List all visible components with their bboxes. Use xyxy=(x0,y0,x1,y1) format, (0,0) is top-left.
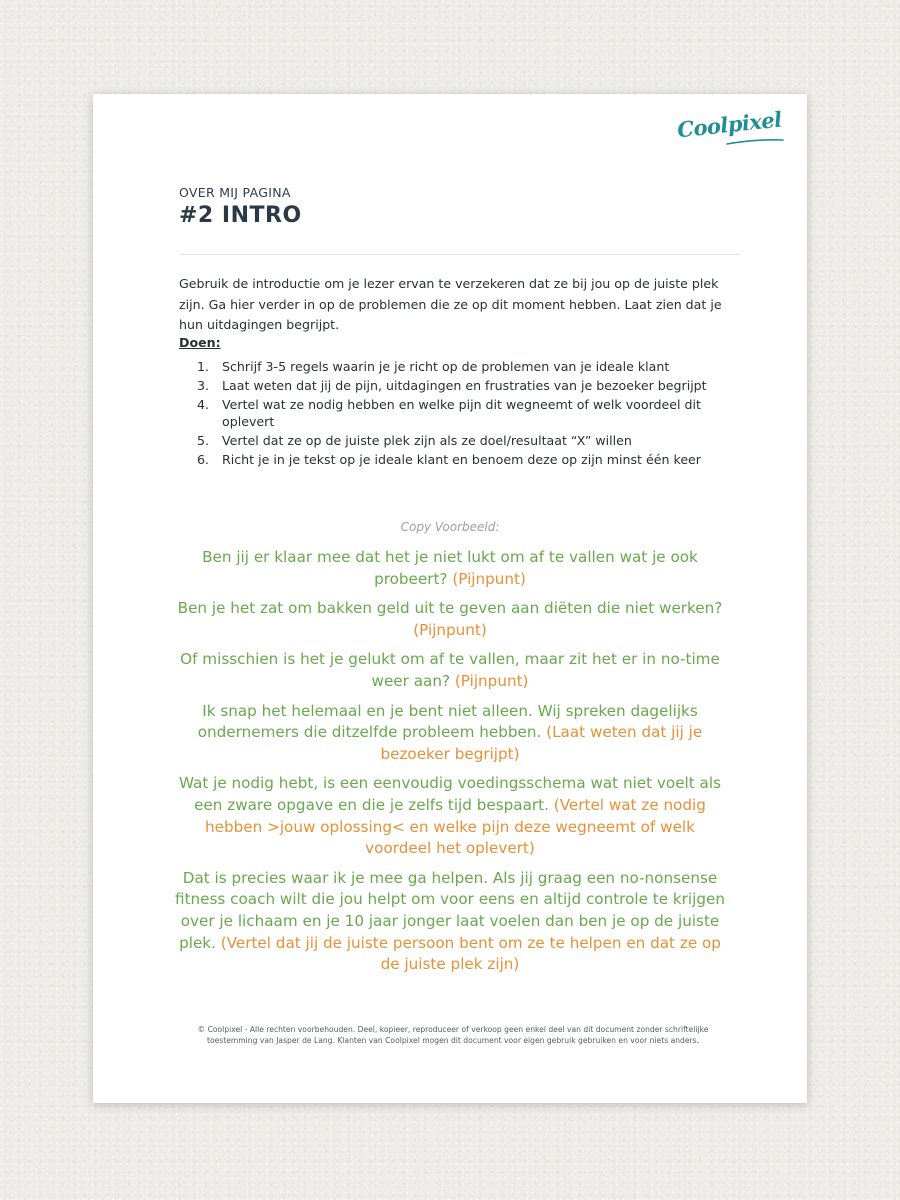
example-paragraph xyxy=(173,547,727,590)
example-note: (Vertel dat jij de juiste persoon bent om ze te helpen en dat ze op de juiste plek zijn) xyxy=(220,933,721,974)
steps-list xyxy=(197,358,737,470)
list-item xyxy=(197,358,737,376)
page-title: #2 INTRO xyxy=(179,203,302,228)
list-item-number: 5. xyxy=(197,433,210,449)
coolpixel-logo: Coolpixel xyxy=(676,106,784,143)
example-paragraph xyxy=(173,868,727,976)
copyright-footer: © Coolpixel - Alle rechten voorbehouden. Deel, kopieer, reproduceer of verkoop geen enkel deel van dit document zonder schriftelijke toestemming van Jasper de Lang. Klanten van Coolpixel mogen dit document voor eigen gebruik gebruiken en voor niets anders. xyxy=(197,1025,709,1045)
example-note: (Vertel wat ze nodig hebben >jouw oplossing< en welke pijn deze wegneemt of welk voordeel het oplevert) xyxy=(205,795,706,858)
list-item xyxy=(197,451,737,469)
logo-swash-icon xyxy=(725,138,785,146)
list-item-number: 4. xyxy=(197,396,210,412)
example-label: Copy Voorbeeld: xyxy=(400,520,500,534)
example-copy: Of misschien is het je gelukt om af te vallen, maar zit het er in no-time weer aan? xyxy=(180,650,720,690)
example-note: (Pijnpunt) xyxy=(413,620,487,639)
list-item-text: Vertel dat ze op de juiste plek zijn als ze doel/resultaat “X” willen xyxy=(222,433,632,449)
list-item xyxy=(197,432,737,450)
example-note: (Pijnpunt) xyxy=(452,569,526,588)
example-copy: Dat is precies waar ik je mee ga helpen. Als jij graag een no-nonsense fitness coach wilt die jou helpt om voor eens en altijd controle te krijgen over je lichaam en je 10 jaar jonger laat voelen dan ben je op de juiste plek. xyxy=(175,868,725,952)
example-note: (Pijnpunt) xyxy=(454,671,529,690)
list-item-text: Vertel wat ze nodig hebben en welke pijn dit wegneemt of welk voordeel dit oplevert xyxy=(222,396,701,430)
list-item-text: Schrijf 3-5 regels waarin je je richt op de problemen van je ideale klant xyxy=(222,359,670,374)
example-copy: Ben je het zat om bakken geld uit te geven aan diëten die niet werken? xyxy=(177,599,723,618)
list-item-number: 1. xyxy=(197,359,210,374)
divider xyxy=(179,254,741,255)
intro-paragraph: Gebruik de introductie om je lezer ervan te verzekeren dat ze bij jou op de juiste plek zijn. Ga hier verder in op de problemen die ze op dit moment hebben. Laat zien dat je hun uitdagingen begrijpt. xyxy=(179,276,722,332)
list-item-number: 3. xyxy=(197,377,210,393)
page-eyebrow: OVER MIJ PAGINA xyxy=(179,185,291,200)
example-paragraph xyxy=(173,701,727,766)
example-copy: Ben jij er klaar mee dat het je niet lukt om af te vallen wat je ook probeert? xyxy=(202,548,698,588)
example-paragraph xyxy=(173,773,727,859)
list-item xyxy=(197,377,737,395)
example-paragraph xyxy=(173,649,727,692)
list-item xyxy=(197,396,737,432)
list-item-number: 6. xyxy=(197,451,210,467)
document-page xyxy=(93,94,807,1103)
example-copy: Wat je nodig hebt, is een eenvoudig voedingsschema wat niet voelt als een zware opgave en die je zelfs tijd bespaart. xyxy=(178,774,721,814)
copy-examples xyxy=(173,547,727,984)
example-paragraph xyxy=(173,598,727,641)
list-item-text: Richt je in je tekst op je ideale klant en benoem deze op zijn minst één keer xyxy=(222,451,701,467)
list-item-text: Laat weten dat jij de pijn, uitdagingen en frustraties van je bezoeker begrijpt xyxy=(222,377,707,393)
example-note: (Laat weten dat jij je bezoeker begrijpt) xyxy=(380,723,703,763)
example-copy: Ik snap het helemaal en je bent niet alleen. Wij spreken dagelijks ondernemers die ditzelfde probleem hebben. xyxy=(197,701,698,742)
doen-label: Doen: xyxy=(179,335,221,350)
